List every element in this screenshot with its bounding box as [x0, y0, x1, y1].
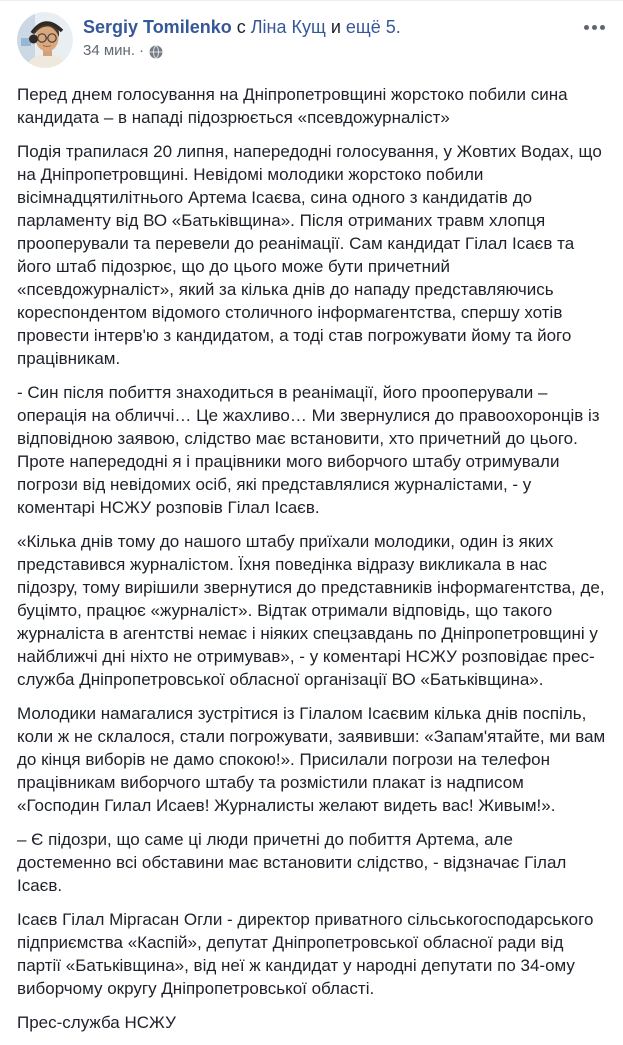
post-paragraph: – Є підозри, що саме ці люди причетні до побиття Артема, але достеменно всі обставини має встановити слідство, - відзначає Гілал Ісаєв. [17, 830, 567, 895]
avatar-photo [17, 12, 73, 68]
ellipsis-dot [600, 25, 605, 30]
meta-separator: · [139, 42, 144, 59]
author-name-link[interactable]: Sergiy Tomilenko [83, 17, 232, 37]
post-body [0, 68, 623, 1034]
post-paragraph-title: Перед днем голосування на Дніпропетровщині жорстоко побили сина кандидата – в нападі підозрюється «псевдожурналіст» [17, 85, 568, 127]
post-paragraph: Ісаєв Гілал Міргасан Огли - директор приватного сільськогосподарського підприємства «Каспій», депутат Дніпропетровської обласної ради від партії «Батьківщина», від неї ж кандидат у народні депутати по 34-ому виборчому округу Дніпропетровської області. [17, 910, 594, 998]
post-paragraph: «Кілька днів тому до нашого штабу приїхали молодики, один із яких представився журналістом. Їхня поведінка відразу викликала в нас підозру, тому вирішили звернутися до представників інформагентства, де, буцімто, працює «журналіст». Відтак отримали відповідь, що такого журналіста в агентстві немає і ніяких спецзавдань по Дніпропетровщині у найближчі дні ніхто не отримував», - у коментарі НСЖУ розповідає прес-служба Дніпропетровської обласної організації ВО «Батьківщина». [17, 532, 605, 689]
with-connector: с [236, 17, 246, 37]
post-header [0, 1, 623, 68]
globe-icon [149, 45, 163, 59]
more-tagged-link[interactable]: ещё 5. [345, 17, 401, 37]
header-text [83, 12, 401, 61]
tagged-friend-link[interactable]: Ліна Кущ [250, 17, 326, 37]
name-line [83, 16, 401, 39]
timestamp-link[interactable]: 34 мин. [83, 42, 135, 59]
meta-line [83, 41, 401, 61]
post-options-button[interactable] [580, 21, 609, 34]
post-paragraph: Молодики намагалися зустрітися із Гілалом Ісаєвим кілька днів поспіль, коли ж не склалося, стали погрожувати, заявивши: «Запам'ятайте, ми вам до кінця виборів не дамо спокою!». Присилали погрози на телефон працівникам виборчого штабу та розмістили плакат із надписом «Господин Гилал Исаев! Журналисты желают видеть вас! Живым!». [17, 704, 606, 815]
ellipsis-dot [592, 25, 597, 30]
post-paragraph: - Син після побиття знаходиться в реанімації, його прооперували – операція на обличчі… Це жахливо… Ми звернулися до правоохоронців із відповідною заявою, слідство має встановити, хто причетний до цього. Проте напередодні я і працівники мого виборчого штабу отримували погрози від невідомих осіб, які представлялися журналістами, - у коментарі НСЖУ розповів Гілал Ісаєв. [17, 383, 600, 517]
post-paragraph-signature: Прес-служба НСЖУ [17, 1013, 176, 1032]
ellipsis-dot [584, 25, 589, 30]
post-paragraph: Подія трапилася 20 липня, напередодні голосування, у Жовтих Водах, що на Дніпропетровщині. Невідомі молодики жорстоко побили вісімнадцятилітнього Артема Ісаєва, сина одного з кандидатів до парламенту від ВО «Батьківщина». Після отриманих травм хлопця прооперували та перевели до реанімації. Сам кандидат Гілал Ісаєв та його штаб підозрює, що до цього може бути причетний «псевдожурналіст», який за кілька днів до нападу представляючись кореспондентом відомого столичного інформагентства, спершу хотів провести інтерв'ю з кандидатом, а тоді став погрожувати йому та його працівникам. [17, 142, 602, 368]
avatar[interactable] [17, 12, 73, 68]
and-connector: и [330, 17, 341, 37]
